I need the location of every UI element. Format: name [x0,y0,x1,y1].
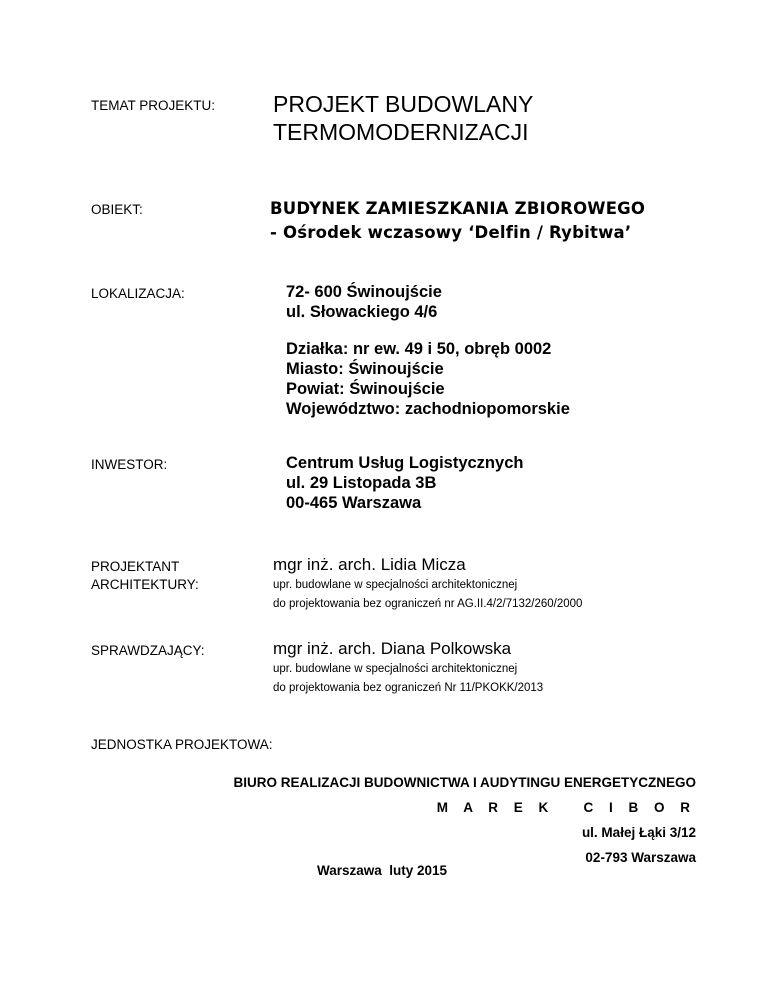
location-details [286,339,570,419]
reviewer-block [273,638,543,698]
label-inwestor: INWESTOR: [91,457,168,472]
location-address-line2: ul. Słowackiego 4/6 [286,303,438,321]
reviewer-name: mgr inż. arch. Diana Polkowska [273,639,512,658]
design-unit-street: ul. Małej Łąki 3/12 [581,825,696,840]
location-city: Miasto: Świnoujście [286,360,444,378]
project-title-line1: PROJEKT BUDOWLANY [273,91,534,117]
investor-block [286,453,523,513]
architect-note2: do projektowania bez ograniczeń nr AG.II.4/2/7132/260/2000 [273,598,583,610]
architect-name: mgr inż. arch. Lidia Micza [273,555,466,574]
document-date: Warszawa luty 2015 [317,863,448,878]
project-title [273,90,533,146]
architect-note1: upr. budowlane w specjalności architektonicznej [273,579,518,591]
object-subtitle: - Ośrodek wczasowy ‘Delfin / Rybitwa’ [270,223,632,242]
label-projektant [91,558,199,594]
design-unit-name: BIURO REALIZACJI BUDOWNICTWA I AUDYTINGU ENERGETYCZNEGO [233,775,696,790]
design-unit-owner: M A R E K C I B O R [436,800,696,815]
label-projektant-line2: ARCHITEKTURY: [91,577,199,592]
design-unit-city: 02-793 Warszawa [585,850,696,865]
label-temat: TEMAT PROJEKTU: [91,98,216,113]
reviewer-note1: upr. budowlane w specjalności architektonicznej [273,663,518,675]
project-title-line2: TERMOMODERNIZACJI [273,119,529,145]
location-voivodeship: Województwo: zachodniopomorskie [286,400,570,418]
location-county: Powiat: Świnoujście [286,380,445,398]
design-unit-block [233,770,696,870]
investor-name: Centrum Usług Logistycznych [286,454,524,472]
object-name: BUDYNEK ZAMIESZKANIA ZBIOROWEGO [270,199,646,218]
label-lokalizacja: LOKALIZACJA: [91,286,185,301]
reviewer-note2: do projektowania bez ograniczeń Nr 11/PKOKK/2013 [273,682,544,694]
label-sprawdzajacy: SPRAWDZAJĄCY: [91,643,205,658]
location-address [286,282,442,322]
location-address-line1: 72- 600 Świnoujście [286,283,442,301]
label-jednostka: JEDNOSTKA PROJEKTOWA: [91,737,273,752]
investor-city: 00-465 Warszawa [286,494,422,512]
architect-block [273,554,582,614]
label-obiekt: OBIEKT: [91,202,143,217]
investor-street: ul. 29 Listopada 3B [286,474,437,492]
label-projektant-line1: PROJEKTANT [91,559,180,574]
object-block [270,197,645,245]
location-parcel: Działka: nr ew. 49 i 50, obręb 0002 [286,340,552,358]
